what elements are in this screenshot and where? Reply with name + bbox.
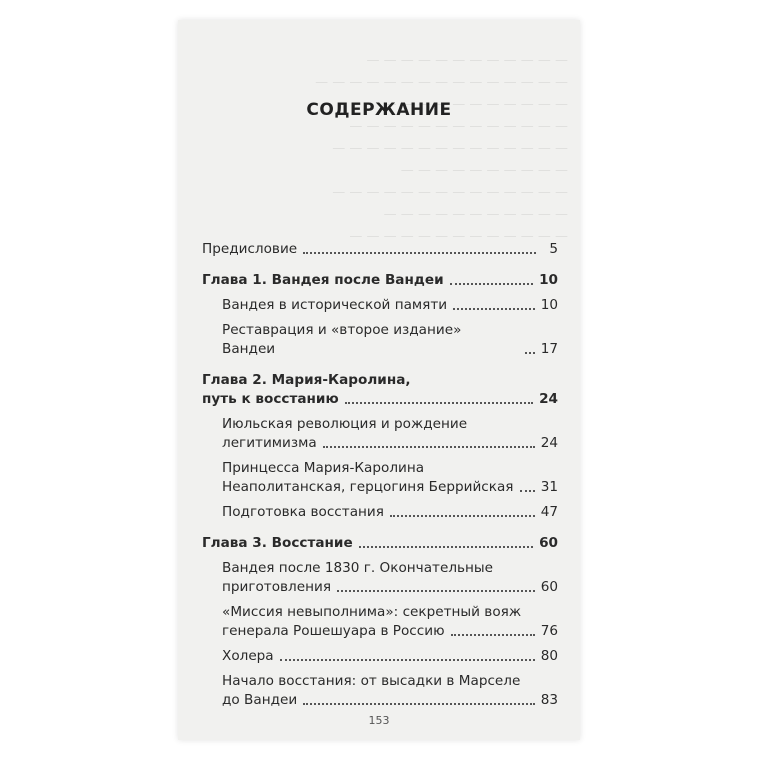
toc-page-number: 24 bbox=[540, 435, 558, 451]
page-footer-number: 153 bbox=[368, 714, 390, 727]
toc-entry-chapter-3 bbox=[202, 534, 558, 553]
toc-entry-line bbox=[222, 478, 558, 497]
toc-entry-text: Вандея после 1830 г. Окончательные bbox=[222, 560, 493, 576]
toc-page-number: 5 bbox=[549, 241, 558, 257]
book-page bbox=[178, 20, 580, 740]
toc-entry-chapter-1 bbox=[202, 271, 558, 290]
toc-entry-line bbox=[222, 578, 558, 597]
toc-page-number: 60 bbox=[539, 535, 558, 551]
toc-entry-text: Глава 1. Вандея после Вандеи bbox=[202, 272, 444, 288]
toc-entry-text: Неаполитанская, герцогиня Беррийская bbox=[222, 479, 514, 495]
toc-entry-line bbox=[222, 434, 558, 453]
toc-entry-line bbox=[222, 559, 558, 578]
toc-page-number: 31 bbox=[540, 479, 558, 495]
toc-page-number: 10 bbox=[540, 297, 558, 313]
toc-entry-text: путь к восстанию bbox=[202, 391, 339, 407]
toc-entry-text: «Миссия невыполнима»: секретный вояж bbox=[222, 604, 522, 620]
toc-entry-text: Подготовка восстания bbox=[222, 504, 384, 520]
toc-entry-line bbox=[222, 622, 558, 641]
dot-leader bbox=[323, 446, 535, 448]
dot-leader bbox=[359, 546, 533, 548]
toc-entry-line bbox=[222, 672, 558, 691]
dot-leader bbox=[337, 590, 535, 592]
dot-leader bbox=[450, 283, 533, 285]
toc-entry-section bbox=[202, 559, 558, 597]
toc-entry-text: до Вандеи bbox=[222, 692, 298, 708]
toc-entry-line bbox=[202, 371, 558, 390]
toc-entry-section bbox=[202, 647, 558, 666]
toc-entry-text: Глава 2. Мария-Каролина, bbox=[202, 372, 411, 388]
toc-entry-section bbox=[202, 672, 558, 710]
dot-leader bbox=[303, 703, 535, 705]
dot-leader bbox=[345, 402, 533, 404]
toc-page-number: 17 bbox=[540, 341, 558, 357]
toc-entry-text: Предисловие bbox=[202, 241, 298, 257]
toc-entry-section bbox=[202, 603, 558, 641]
dot-leader bbox=[520, 490, 535, 492]
toc-page-number: 24 bbox=[539, 391, 558, 407]
toc-entry-text: приготовления bbox=[222, 579, 332, 595]
dot-leader bbox=[451, 634, 535, 636]
toc-entry-text: Холера bbox=[222, 648, 274, 664]
toc-entry-line bbox=[222, 691, 558, 710]
toc-entry-preface bbox=[202, 240, 558, 259]
table-of-contents bbox=[202, 240, 558, 710]
dot-leader bbox=[525, 352, 535, 354]
toc-page-number: 83 bbox=[540, 692, 558, 708]
toc-entry-line bbox=[202, 390, 558, 409]
dot-leader bbox=[390, 515, 535, 517]
page-title: СОДЕРЖАНИЕ bbox=[306, 100, 452, 120]
toc-entry-text: Начало восстания: от высадки в Марселе bbox=[222, 673, 521, 689]
toc-entry-text: Июльская революция и рождение bbox=[222, 416, 468, 432]
toc-entry-text: Глава 3. Восстание bbox=[202, 535, 353, 551]
toc-entry-section bbox=[202, 503, 558, 522]
toc-entry-section bbox=[202, 459, 558, 497]
toc-page-number: 76 bbox=[540, 623, 558, 639]
toc-entry-line bbox=[222, 603, 558, 622]
toc-entry-text: Реставрация и «второе издание» Вандеи bbox=[222, 322, 462, 357]
toc-entry-line bbox=[222, 415, 558, 434]
dot-leader bbox=[303, 252, 536, 254]
toc-entry-text: Вандея в исторической памяти bbox=[222, 297, 448, 313]
toc-page-number: 47 bbox=[540, 504, 558, 520]
toc-page-number: 60 bbox=[540, 579, 558, 595]
dot-leader bbox=[280, 659, 535, 661]
toc-entry-line bbox=[222, 459, 558, 478]
toc-entry-text: легитимизма bbox=[222, 435, 317, 451]
toc-page-number: 10 bbox=[539, 272, 558, 288]
toc-entry-section bbox=[202, 415, 558, 453]
toc-page-number: 80 bbox=[540, 648, 558, 664]
show-through-text: — — — — — — — — — — — — — — — — — — — — — — — — — — — — — — — — — — — — — — — — — — — — — — — — — — — — — — — — — — — — — — — — — — — — — — — — — — — — — — — — — — — — — — — — — — — — — — — — — — — — — — — — — — — — — — — — — bbox=[315, 53, 568, 244]
dot-leader bbox=[453, 308, 535, 310]
toc-entry-text: Принцесса Мария-Каролина bbox=[222, 460, 425, 476]
toc-entry-section bbox=[202, 296, 558, 315]
toc-entry-section bbox=[202, 321, 558, 359]
toc-entry-chapter-2 bbox=[202, 371, 558, 409]
toc-entry-text: генерала Рошешуара в Россию bbox=[222, 623, 445, 639]
